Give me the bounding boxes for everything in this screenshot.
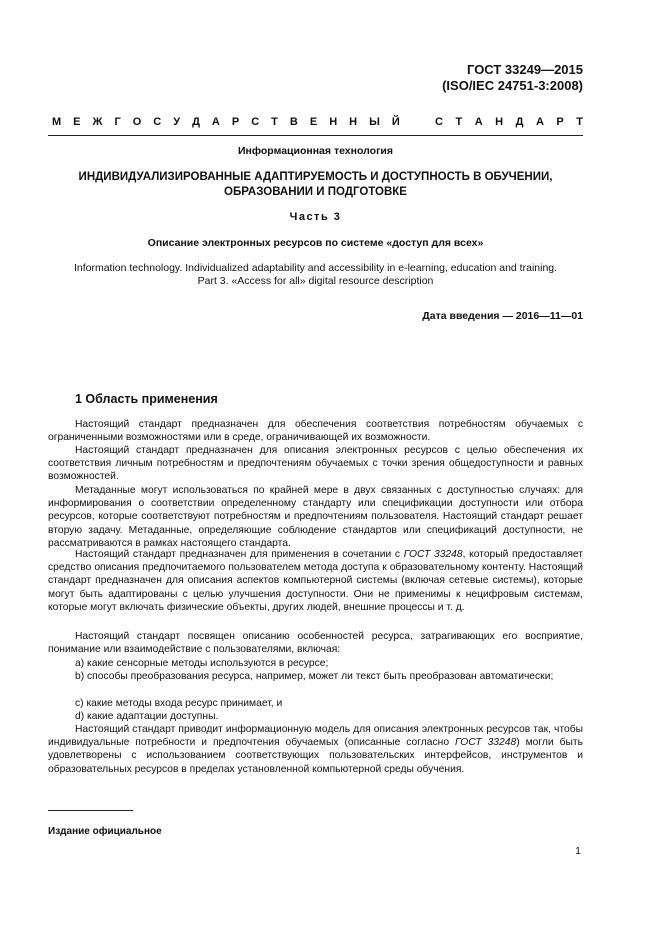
standard-kind-word2 [435,116,583,128]
standard-kind-word2-letter: Т [576,116,583,128]
official-edition-label: Издание официальное [48,826,162,837]
list-item: а) какие сенсорные методы используются в ресурсе; [75,658,329,669]
main-title [48,170,583,200]
standard-kind-word1-letter: Ж [92,116,103,128]
effective-date: Дата введения — 2016—11—01 [422,310,583,322]
standard-kind-word1-letter: Д [192,116,200,128]
standard-kind-word1-letter: Г [114,116,121,128]
subtitle: Описание электронных ресурсов по системе «доступ для всех» [147,237,484,249]
paragraph-6-reference: ГОСТ 33248 [454,737,517,749]
standard-kind-word1-letter: В [289,116,298,128]
header-rule [48,135,583,136]
standard-kind-heading [52,116,583,128]
standard-code: ГОСТ 33249—2015 [467,62,583,77]
paragraph-6-text-b: ) могли быть удовлетворены с использованием соответствующих пользовательских интерфейсов, инструментов и образовательных ресурсов в пределах установленной компьютерной среды обучения. [48,737,583,775]
list-item: c) какие методы входа ресурс принимает, и [75,698,283,709]
standard-kind-word1-letter: Р [231,116,240,128]
paragraph-5: Настоящий стандарт посвящен описанию особенностей ресурса, затрагивающих его восприятие, понимание или взаимодействие с пользователями, включая: [48,631,583,656]
standard-kind-word2-letter: А [474,116,483,128]
paragraph-4-text-a: Настоящий стандарт предназначен для применения в сочетании с [75,549,404,560]
footnote-rule [48,810,133,811]
standard-kind-word2-letter: Р [556,116,564,128]
paragraph-1: Настоящий стандарт предназначен для обеспечения соответствия потребностям обучаемых с ограниченными возможностями или в среде, ограничивающей их возможности. [48,419,583,444]
english-title-line1: Information technology. Individualized adaptability and accessibility in e-learning, education and training. [73,262,558,274]
paragraph-4-reference: ГОСТ 33248 [403,549,463,560]
standard-kind-word1-letter: С [251,116,260,128]
paragraph-3: Метаданные могут использоваться по крайней мере в двух связанных с доступностью случаях: для информирования о соответствии определенному стандарту или спецификации доступности или отбора ресурсов, которые соответствуют потребностям и предпочтениям пользователя. Настоящий стандарт решает вторую задачу. Метаданные, определяющие соблюдение стандартов или спецификаций доступности, не рассматриваются в рамках настоящего стандарта. [48,485,583,549]
standard-kind-word1-letter: Е [309,116,318,128]
standard-kind-word1-letter: А [211,116,220,128]
paragraph-2: Настоящий стандарт предназначен для описания электронных ресурсов с целью обеспечения их соответствия личным потребностям и предпочтениям обучаемых с точки зрения общедоступности и равных возможностей. [48,445,583,483]
list-item: d) какие адаптации доступны. [75,711,219,722]
english-title [48,262,583,288]
standard-kind-word1-letter: С [153,116,162,128]
field-title: Информационная технология [237,145,394,157]
paragraph-4-text-b: , который предоставляет средство описания предпочитаемого пользователем метода доступа к образовательному контенту. Настоящий стандарт предназначен для описания аспектов компьютерной системы (включая сетевые системы), которые могут быть адаптированы с целью улучшения доступности. Они не применимы к нецифровым системам, которые могут включать физические объекты, других людей, внешние процессы и т. д. [48,549,583,613]
standard-kind-word1-letter: У [173,116,181,128]
standard-kind-word1 [52,116,400,128]
standard-kind-word1-letter: Т [271,116,278,128]
section-heading: 1 Область применения [75,392,218,406]
page-number: 1 [575,845,581,857]
standard-kind-word2-letter: А [535,116,544,128]
standard-kind-word2-letter: С [435,116,443,128]
paragraph-4 [48,548,583,614]
standard-kind-word1-letter: Й [391,116,400,128]
standard-kind-word2-letter: Т [455,116,463,128]
paragraph-6-text-a: Настоящий стандарт приводит информационную модель для описания электронных ресурсов так, чтобы индивидуальные потребности и предпочтения обучаемых (описанные согласно [48,724,583,749]
standard-kind-word1-letter: О [132,116,142,128]
standard-kind-word2-letter: Д [515,116,524,128]
main-title-line2: ОБРАЗОВАНИИ И ПОДГОТОВКЕ [224,186,407,198]
paragraph-6 [48,723,583,776]
main-title-line1: ИНДИВИДУАЛИЗИРОВАННЫЕ АДАПТИРУЕМОСТЬ И ДОСТУПНОСТЬ В ОБУЧЕНИИ, [78,171,553,183]
standard-kind-word1-letter: Ы [369,116,380,128]
iso-code: (ISO/IEC 24751-3:2008) [442,78,583,93]
standard-kind-word1-letter: Н [329,116,338,128]
english-title-line2: Part 3. «Access for all» digital resource description [197,275,434,287]
list-item: b) способы преобразования ресурса, например, может ли текст быть преобразован автоматически; [75,671,554,682]
standard-kind-word1-letter: Н [349,116,358,128]
standard-kind-word2-letter: Н [495,116,504,128]
standard-kind-word1-letter: Е [73,116,81,128]
part-label: Часть 3 [289,211,342,223]
standard-kind-word1-letter: М [52,116,62,128]
